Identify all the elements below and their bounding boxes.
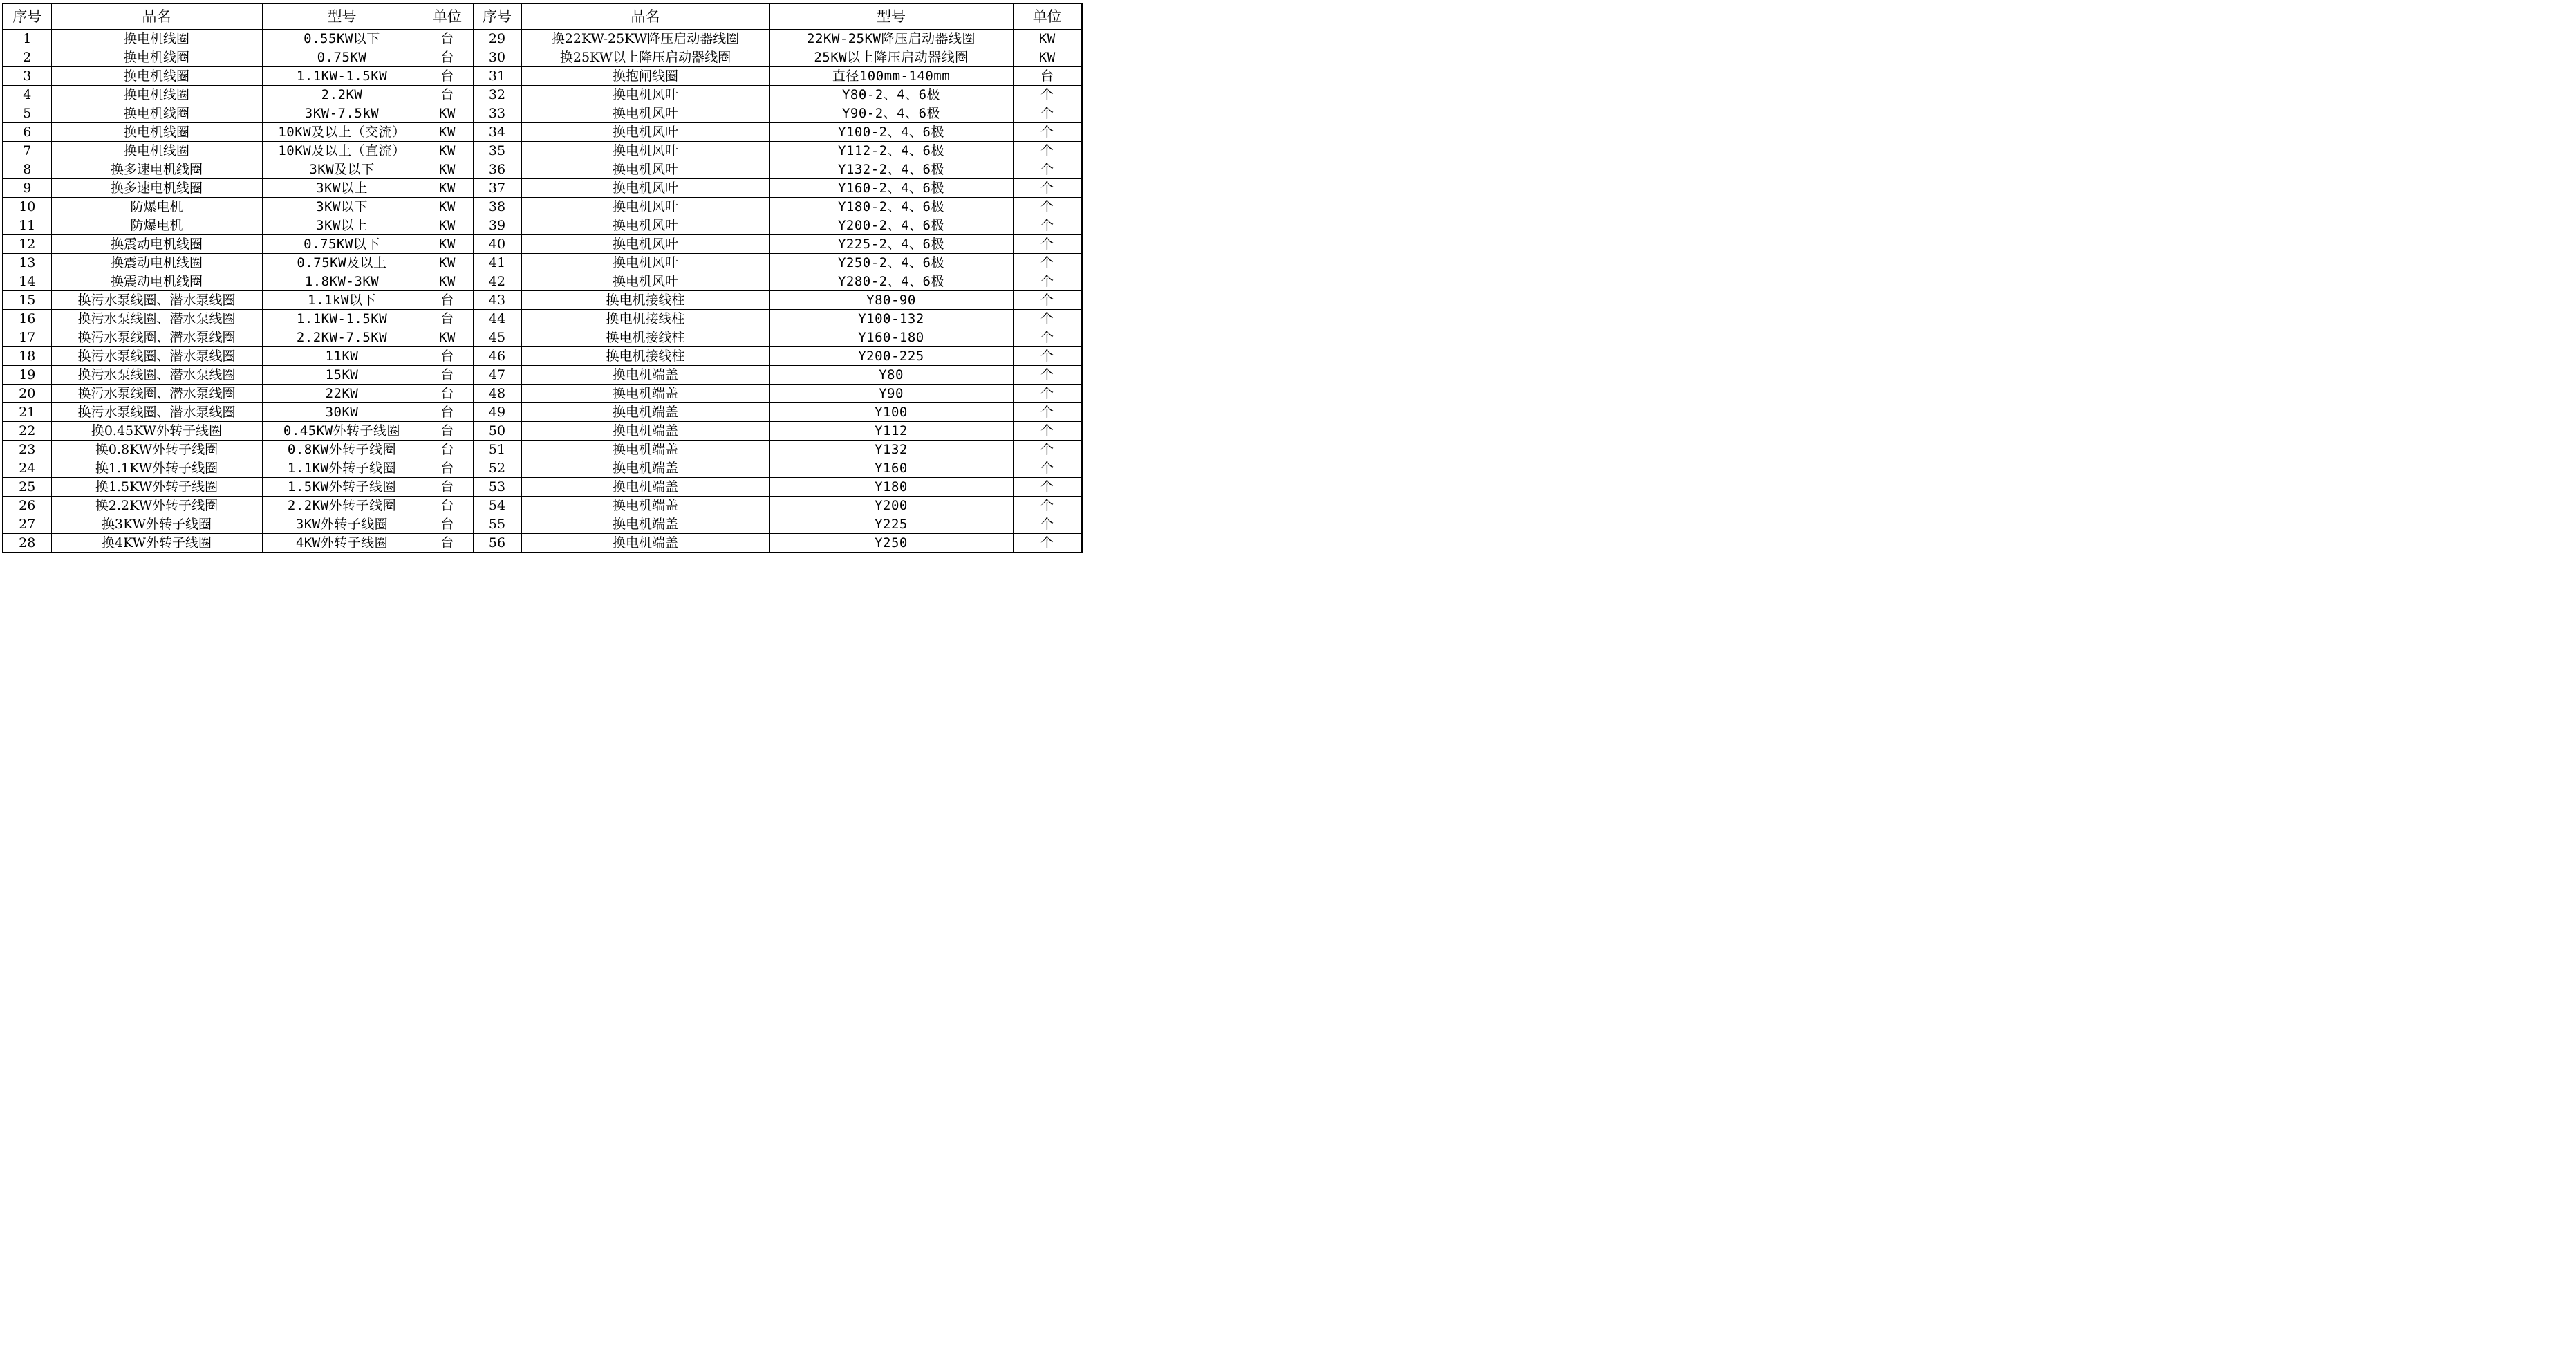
table-row — [3, 515, 1082, 534]
cell-name-left: 换0.8KW外转子线圈 — [51, 441, 262, 459]
cell-model-right: Y160 — [769, 459, 1013, 478]
cell-serial-left: 26 — [3, 497, 51, 515]
cell-serial-right: 51 — [473, 441, 521, 459]
cell-unit-right: 个 — [1013, 160, 1082, 179]
cell-name-right: 换电机接线柱 — [521, 310, 769, 328]
cell-model-right: Y225 — [769, 515, 1013, 534]
cell-unit-right: 个 — [1013, 385, 1082, 403]
cell-name-left: 换震动电机线圈 — [51, 235, 262, 254]
table-row — [3, 328, 1082, 347]
cell-unit-right: 个 — [1013, 179, 1082, 198]
cell-serial-left: 5 — [3, 104, 51, 123]
cell-model-left: 3KW外转子线圈 — [262, 515, 422, 534]
cell-name-left: 换震动电机线圈 — [51, 254, 262, 272]
cell-model-right: Y80-2、4、6极 — [769, 86, 1013, 104]
table-row — [3, 235, 1082, 254]
cell-serial-left: 12 — [3, 235, 51, 254]
cell-model-left: 3KW-7.5kW — [262, 104, 422, 123]
cell-unit-right: 个 — [1013, 235, 1082, 254]
cell-serial-left: 20 — [3, 385, 51, 403]
cell-model-left: 0.45KW外转子线圈 — [262, 422, 422, 441]
cell-name-left: 换多速电机线圈 — [51, 160, 262, 179]
cell-unit-left: 台 — [422, 497, 473, 515]
cell-name-right: 换电机接线柱 — [521, 291, 769, 310]
cell-name-right: 换22KW-25KW降压启动器线圈 — [521, 30, 769, 48]
cell-serial-right: 37 — [473, 179, 521, 198]
cell-name-right: 换电机接线柱 — [521, 328, 769, 347]
cell-model-left: 3KW以上 — [262, 216, 422, 235]
cell-name-left: 换多速电机线圈 — [51, 179, 262, 198]
cell-model-right: Y100-2、4、6极 — [769, 123, 1013, 142]
cell-unit-left: 台 — [422, 385, 473, 403]
header-row — [3, 3, 1082, 30]
cell-unit-left: KW — [422, 142, 473, 160]
cell-serial-left: 28 — [3, 534, 51, 553]
cell-model-right: Y80 — [769, 366, 1013, 385]
cell-name-right: 换电机风叶 — [521, 160, 769, 179]
table-row — [3, 291, 1082, 310]
cell-name-left: 换电机线圈 — [51, 67, 262, 86]
cell-model-left: 1.1KW-1.5KW — [262, 67, 422, 86]
cell-unit-right: 个 — [1013, 497, 1082, 515]
price-table — [2, 3, 1083, 553]
cell-name-left: 换2.2KW外转子线圈 — [51, 497, 262, 515]
table-row — [3, 48, 1082, 67]
cell-serial-right: 53 — [473, 478, 521, 497]
header-serial-right: 序号 — [473, 3, 521, 30]
cell-serial-left: 1 — [3, 30, 51, 48]
cell-serial-left: 13 — [3, 254, 51, 272]
cell-unit-left: 台 — [422, 30, 473, 48]
table-row — [3, 272, 1082, 291]
cell-serial-left: 14 — [3, 272, 51, 291]
cell-serial-right: 33 — [473, 104, 521, 123]
cell-unit-right: 个 — [1013, 515, 1082, 534]
cell-name-right: 换电机端盖 — [521, 534, 769, 553]
cell-name-right: 换电机风叶 — [521, 179, 769, 198]
cell-model-right: Y90-2、4、6极 — [769, 104, 1013, 123]
cell-name-right: 换电机端盖 — [521, 478, 769, 497]
cell-serial-right: 55 — [473, 515, 521, 534]
cell-model-left: 3KW以上 — [262, 179, 422, 198]
cell-serial-left: 10 — [3, 198, 51, 216]
header-serial-left: 序号 — [3, 3, 51, 30]
cell-serial-left: 27 — [3, 515, 51, 534]
cell-unit-right: 台 — [1013, 67, 1082, 86]
cell-serial-right: 43 — [473, 291, 521, 310]
table-row — [3, 310, 1082, 328]
cell-serial-right: 42 — [473, 272, 521, 291]
cell-model-left: 3KW及以下 — [262, 160, 422, 179]
cell-unit-left: 台 — [422, 403, 473, 422]
cell-unit-right: 个 — [1013, 198, 1082, 216]
table-row — [3, 478, 1082, 497]
cell-name-left: 换电机线圈 — [51, 123, 262, 142]
table-row — [3, 67, 1082, 86]
cell-serial-left: 24 — [3, 459, 51, 478]
cell-model-left: 11KW — [262, 347, 422, 366]
cell-unit-left: 台 — [422, 67, 473, 86]
cell-unit-right: 个 — [1013, 534, 1082, 553]
cell-name-left: 换电机线圈 — [51, 104, 262, 123]
cell-name-right: 换电机风叶 — [521, 123, 769, 142]
cell-name-left: 防爆电机 — [51, 216, 262, 235]
cell-model-right: Y112 — [769, 422, 1013, 441]
cell-unit-right: 个 — [1013, 254, 1082, 272]
cell-model-right: Y180 — [769, 478, 1013, 497]
cell-unit-right: 个 — [1013, 459, 1082, 478]
cell-model-left: 10KW及以上（交流） — [262, 123, 422, 142]
cell-name-left: 换污水泵线圈、潜水泵线圈 — [51, 385, 262, 403]
cell-serial-right: 45 — [473, 328, 521, 347]
cell-serial-right: 32 — [473, 86, 521, 104]
cell-serial-right: 29 — [473, 30, 521, 48]
cell-unit-right: 个 — [1013, 328, 1082, 347]
cell-name-right: 换电机端盖 — [521, 459, 769, 478]
cell-name-left: 防爆电机 — [51, 198, 262, 216]
cell-unit-left: KW — [422, 104, 473, 123]
cell-model-right: 25KW以上降压启动器线圈 — [769, 48, 1013, 67]
cell-serial-right: 30 — [473, 48, 521, 67]
cell-model-right: Y132 — [769, 441, 1013, 459]
cell-model-left: 0.55KW以下 — [262, 30, 422, 48]
cell-model-right: Y180-2、4、6极 — [769, 198, 1013, 216]
cell-model-right: Y200-225 — [769, 347, 1013, 366]
cell-name-left: 换0.45KW外转子线圈 — [51, 422, 262, 441]
cell-name-left: 换电机线圈 — [51, 142, 262, 160]
cell-model-left: 1.8KW-3KW — [262, 272, 422, 291]
cell-serial-right: 34 — [473, 123, 521, 142]
cell-name-right: 换电机端盖 — [521, 515, 769, 534]
cell-unit-right: 个 — [1013, 142, 1082, 160]
cell-unit-right: 个 — [1013, 272, 1082, 291]
cell-name-right: 换电机风叶 — [521, 86, 769, 104]
cell-model-left: 15KW — [262, 366, 422, 385]
cell-serial-right: 56 — [473, 534, 521, 553]
cell-model-right: Y200-2、4、6极 — [769, 216, 1013, 235]
cell-name-left: 换1.5KW外转子线圈 — [51, 478, 262, 497]
cell-model-right: Y90 — [769, 385, 1013, 403]
cell-name-left: 换4KW外转子线圈 — [51, 534, 262, 553]
table-row — [3, 459, 1082, 478]
cell-name-left: 换1.1KW外转子线圈 — [51, 459, 262, 478]
cell-model-right: 直径100mm-140mm — [769, 67, 1013, 86]
table-row — [3, 216, 1082, 235]
cell-unit-left: KW — [422, 328, 473, 347]
header-unit-left: 单位 — [422, 3, 473, 30]
cell-serial-right: 50 — [473, 422, 521, 441]
cell-model-right: Y200 — [769, 497, 1013, 515]
cell-name-left: 换电机线圈 — [51, 30, 262, 48]
header-name-right: 品名 — [521, 3, 769, 30]
cell-name-left: 换电机线圈 — [51, 86, 262, 104]
cell-serial-right: 40 — [473, 235, 521, 254]
cell-name-right: 换电机风叶 — [521, 198, 769, 216]
cell-model-left: 2.2KW-7.5KW — [262, 328, 422, 347]
cell-serial-right: 47 — [473, 366, 521, 385]
cell-serial-left: 16 — [3, 310, 51, 328]
cell-serial-left: 11 — [3, 216, 51, 235]
cell-name-left: 换电机线圈 — [51, 48, 262, 67]
cell-unit-left: KW — [422, 216, 473, 235]
cell-unit-right: 个 — [1013, 216, 1082, 235]
cell-serial-left: 8 — [3, 160, 51, 179]
cell-unit-left: 台 — [422, 366, 473, 385]
cell-serial-left: 21 — [3, 403, 51, 422]
cell-serial-left: 2 — [3, 48, 51, 67]
cell-name-right: 换电机风叶 — [521, 254, 769, 272]
cell-unit-right: 个 — [1013, 291, 1082, 310]
cell-unit-left: 台 — [422, 347, 473, 366]
header-model-right: 型号 — [769, 3, 1013, 30]
cell-name-left: 换污水泵线圈、潜水泵线圈 — [51, 328, 262, 347]
cell-serial-left: 9 — [3, 179, 51, 198]
cell-serial-left: 15 — [3, 291, 51, 310]
table-row — [3, 534, 1082, 553]
cell-model-left: 10KW及以上（直流） — [262, 142, 422, 160]
cell-name-right: 换电机端盖 — [521, 385, 769, 403]
cell-serial-right: 31 — [473, 67, 521, 86]
cell-unit-left: 台 — [422, 48, 473, 67]
cell-serial-right: 44 — [473, 310, 521, 328]
cell-model-right: 22KW-25KW降压启动器线圈 — [769, 30, 1013, 48]
cell-unit-right: KW — [1013, 48, 1082, 67]
table-row — [3, 198, 1082, 216]
cell-serial-right: 35 — [473, 142, 521, 160]
cell-name-left: 换污水泵线圈、潜水泵线圈 — [51, 403, 262, 422]
cell-serial-right: 46 — [473, 347, 521, 366]
cell-unit-left: KW — [422, 235, 473, 254]
table-row — [3, 347, 1082, 366]
cell-serial-right: 54 — [473, 497, 521, 515]
cell-name-right: 换电机接线柱 — [521, 347, 769, 366]
cell-unit-right: 个 — [1013, 478, 1082, 497]
cell-model-left: 0.75KW以下 — [262, 235, 422, 254]
cell-serial-left: 18 — [3, 347, 51, 366]
cell-name-right: 换电机风叶 — [521, 235, 769, 254]
cell-serial-right: 52 — [473, 459, 521, 478]
cell-model-right: Y100-132 — [769, 310, 1013, 328]
cell-name-right: 换25KW以上降压启动器线圈 — [521, 48, 769, 67]
cell-model-right: Y160-2、4、6极 — [769, 179, 1013, 198]
cell-serial-left: 23 — [3, 441, 51, 459]
cell-serial-right: 41 — [473, 254, 521, 272]
cell-unit-right: 个 — [1013, 86, 1082, 104]
cell-serial-left: 25 — [3, 478, 51, 497]
header-unit-right: 单位 — [1013, 3, 1082, 30]
table-row — [3, 104, 1082, 123]
cell-unit-left: 台 — [422, 515, 473, 534]
cell-model-right: Y112-2、4、6极 — [769, 142, 1013, 160]
cell-unit-right: 个 — [1013, 441, 1082, 459]
cell-model-right: Y250 — [769, 534, 1013, 553]
cell-unit-left: 台 — [422, 534, 473, 553]
cell-model-right: Y132-2、4、6极 — [769, 160, 1013, 179]
table-row — [3, 366, 1082, 385]
cell-serial-left: 4 — [3, 86, 51, 104]
table-row — [3, 179, 1082, 198]
cell-name-right: 换电机风叶 — [521, 216, 769, 235]
cell-serial-left: 3 — [3, 67, 51, 86]
cell-name-right: 换电机端盖 — [521, 403, 769, 422]
header-model-left: 型号 — [262, 3, 422, 30]
cell-name-left: 换震动电机线圈 — [51, 272, 262, 291]
cell-unit-right: 个 — [1013, 422, 1082, 441]
cell-model-right: Y100 — [769, 403, 1013, 422]
cell-unit-left: 台 — [422, 441, 473, 459]
table-row — [3, 123, 1082, 142]
table-row — [3, 142, 1082, 160]
cell-serial-right: 38 — [473, 198, 521, 216]
table-row — [3, 422, 1082, 441]
cell-model-right: Y280-2、4、6极 — [769, 272, 1013, 291]
cell-model-left: 30KW — [262, 403, 422, 422]
cell-model-right: Y225-2、4、6极 — [769, 235, 1013, 254]
cell-unit-left: KW — [422, 179, 473, 198]
cell-model-right: Y250-2、4、6极 — [769, 254, 1013, 272]
cell-unit-left: KW — [422, 254, 473, 272]
cell-name-right: 换电机风叶 — [521, 272, 769, 291]
table-row — [3, 441, 1082, 459]
table-row — [3, 385, 1082, 403]
cell-serial-left: 6 — [3, 123, 51, 142]
cell-name-left: 换污水泵线圈、潜水泵线圈 — [51, 347, 262, 366]
cell-serial-right: 36 — [473, 160, 521, 179]
cell-unit-left: 台 — [422, 422, 473, 441]
cell-unit-right: 个 — [1013, 310, 1082, 328]
cell-unit-left: KW — [422, 198, 473, 216]
cell-name-left: 换3KW外转子线圈 — [51, 515, 262, 534]
cell-unit-left: KW — [422, 123, 473, 142]
cell-model-left: 4KW外转子线圈 — [262, 534, 422, 553]
table-row — [3, 160, 1082, 179]
cell-name-right: 换电机风叶 — [521, 104, 769, 123]
cell-serial-left: 19 — [3, 366, 51, 385]
cell-unit-right: 个 — [1013, 347, 1082, 366]
cell-unit-left: 台 — [422, 86, 473, 104]
cell-name-right: 换电机端盖 — [521, 366, 769, 385]
cell-unit-right: 个 — [1013, 403, 1082, 422]
cell-name-left: 换污水泵线圈、潜水泵线圈 — [51, 291, 262, 310]
cell-model-left: 0.75KW — [262, 48, 422, 67]
cell-unit-left: 台 — [422, 459, 473, 478]
cell-name-right: 换电机端盖 — [521, 441, 769, 459]
cell-name-left: 换污水泵线圈、潜水泵线圈 — [51, 310, 262, 328]
cell-unit-left: KW — [422, 160, 473, 179]
cell-model-left: 0.75KW及以上 — [262, 254, 422, 272]
cell-model-right: Y160-180 — [769, 328, 1013, 347]
table-row — [3, 403, 1082, 422]
cell-model-left: 22KW — [262, 385, 422, 403]
cell-serial-right: 49 — [473, 403, 521, 422]
cell-name-right: 换电机端盖 — [521, 422, 769, 441]
cell-model-left: 1.5KW外转子线圈 — [262, 478, 422, 497]
cell-serial-left: 22 — [3, 422, 51, 441]
cell-model-left: 0.8KW外转子线圈 — [262, 441, 422, 459]
cell-serial-right: 48 — [473, 385, 521, 403]
cell-unit-left: 台 — [422, 310, 473, 328]
cell-unit-left: 台 — [422, 478, 473, 497]
table-row — [3, 497, 1082, 515]
cell-serial-right: 39 — [473, 216, 521, 235]
cell-model-left: 1.1KW外转子线圈 — [262, 459, 422, 478]
cell-model-right: Y80-90 — [769, 291, 1013, 310]
cell-unit-left: KW — [422, 272, 473, 291]
header-name-left: 品名 — [51, 3, 262, 30]
cell-unit-right: 个 — [1013, 366, 1082, 385]
cell-model-left: 1.1kW以下 — [262, 291, 422, 310]
cell-model-left: 1.1KW-1.5KW — [262, 310, 422, 328]
cell-model-left: 3KW以下 — [262, 198, 422, 216]
cell-name-left: 换污水泵线圈、潜水泵线圈 — [51, 366, 262, 385]
cell-name-right: 换电机风叶 — [521, 142, 769, 160]
cell-serial-left: 17 — [3, 328, 51, 347]
cell-unit-right: 个 — [1013, 123, 1082, 142]
cell-name-right: 换抱闸线圈 — [521, 67, 769, 86]
table-row — [3, 254, 1082, 272]
table-row — [3, 86, 1082, 104]
cell-unit-right: 个 — [1013, 104, 1082, 123]
cell-model-left: 2.2KW外转子线圈 — [262, 497, 422, 515]
cell-unit-right: KW — [1013, 30, 1082, 48]
table-row — [3, 30, 1082, 48]
cell-serial-left: 7 — [3, 142, 51, 160]
cell-name-right: 换电机端盖 — [521, 497, 769, 515]
table-body — [3, 30, 1082, 553]
cell-unit-left: 台 — [422, 291, 473, 310]
cell-model-left: 2.2KW — [262, 86, 422, 104]
